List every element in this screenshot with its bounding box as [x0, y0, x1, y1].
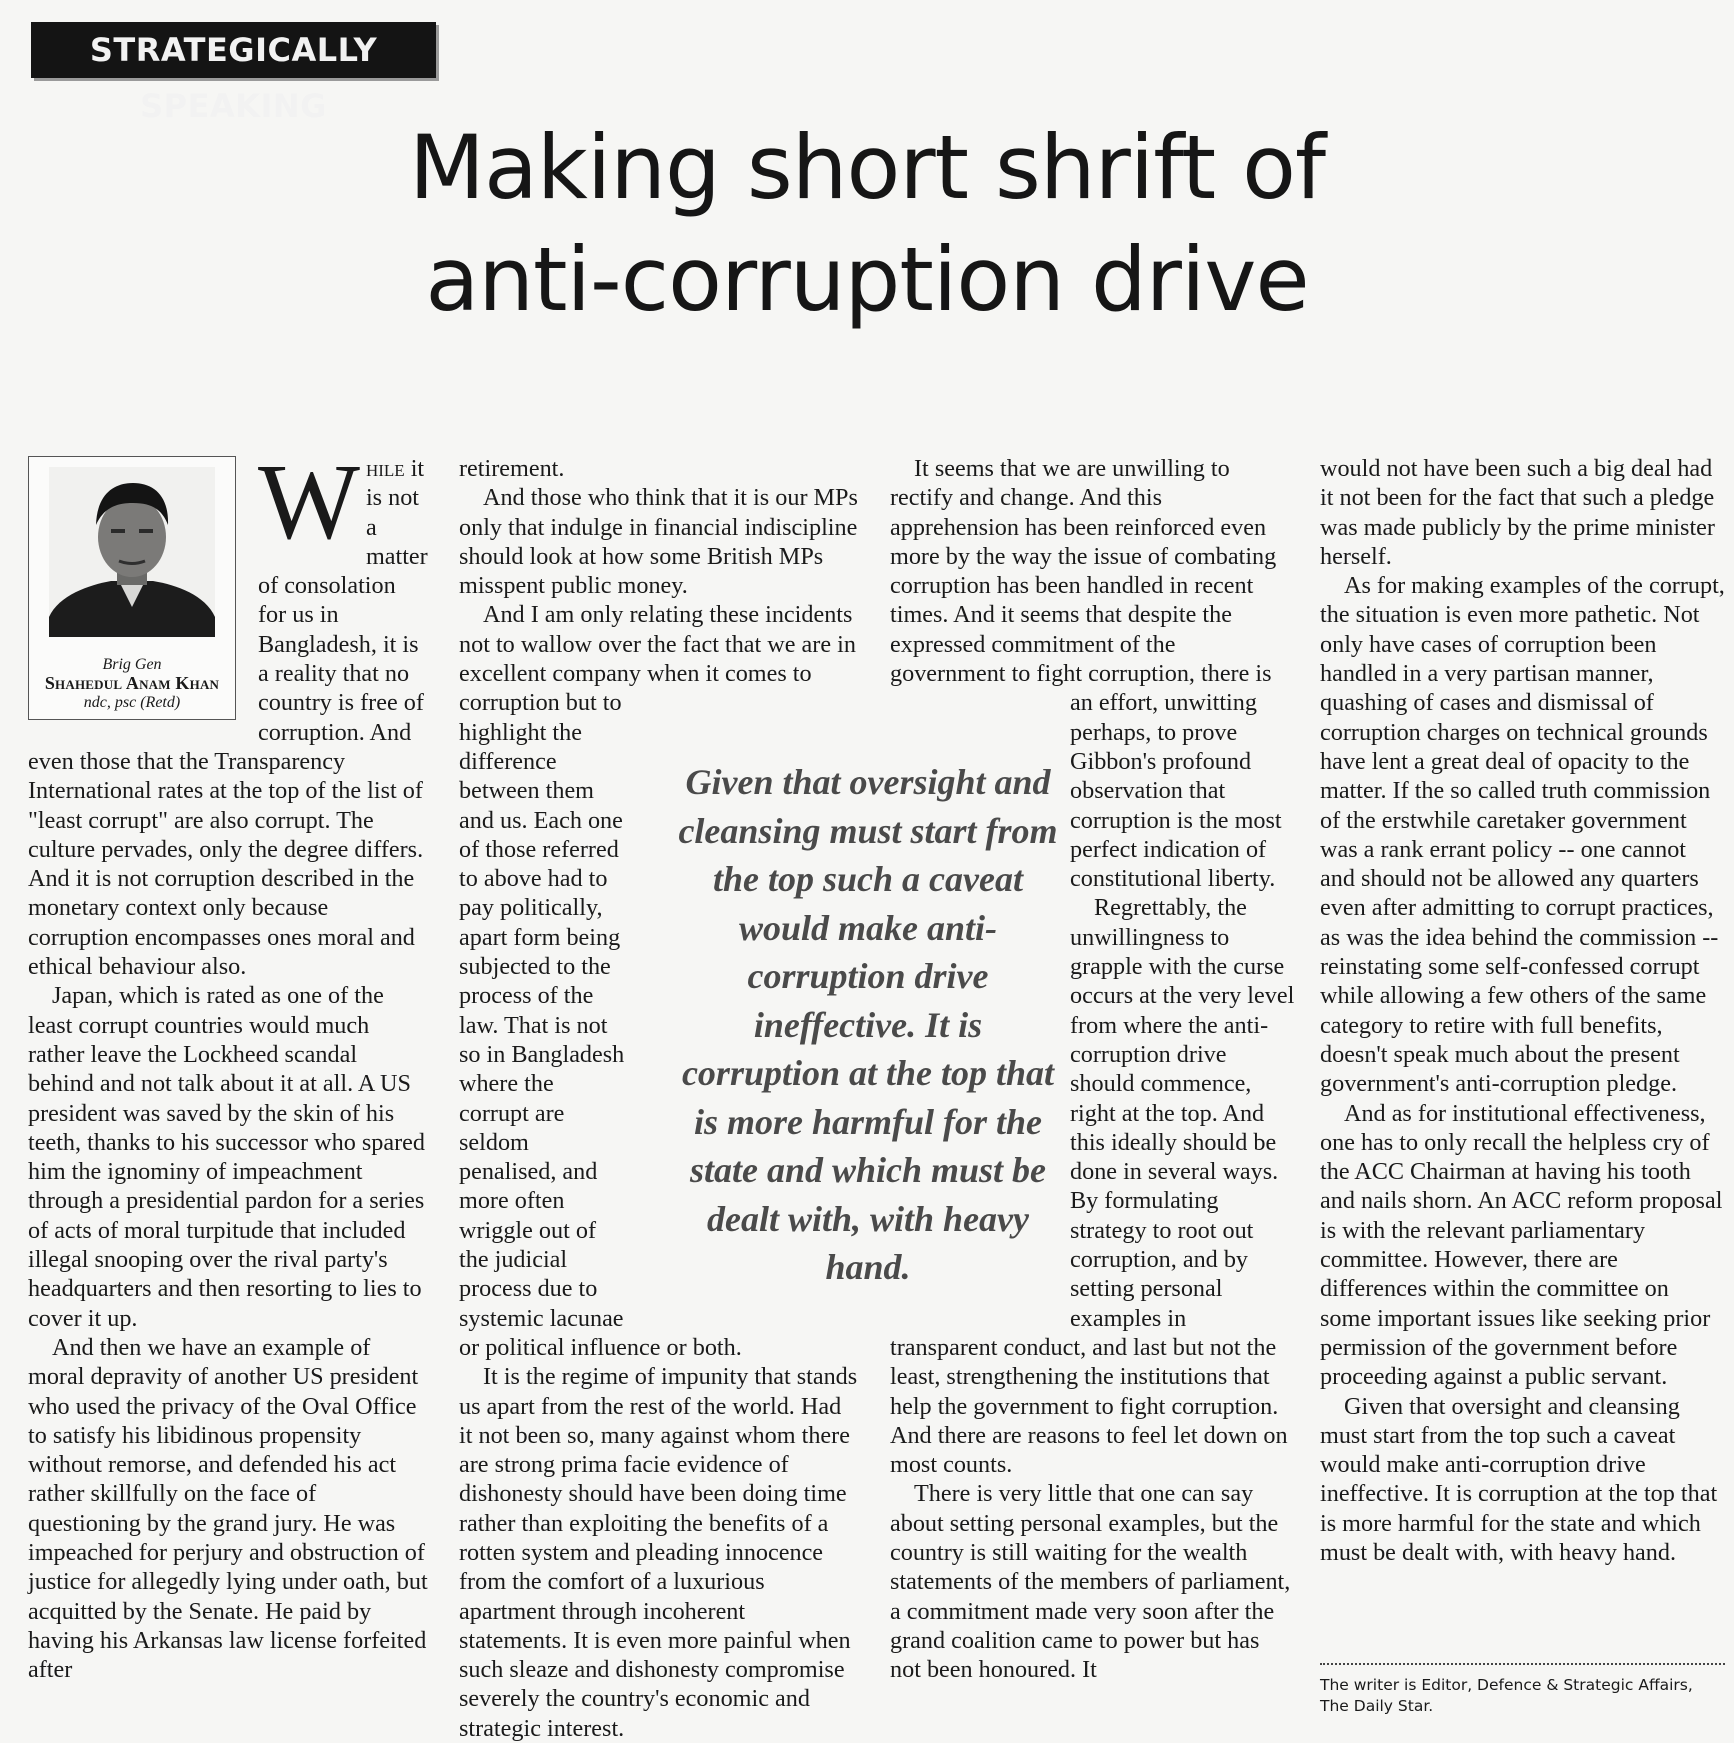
footnote-line-2: The Daily Star.	[1320, 1697, 1434, 1715]
author-rank: Brig Gen	[102, 656, 162, 673]
author-portrait-icon	[49, 467, 215, 637]
article-paragraph: It seems that we are unwilling to rectify and change. And this apprehension has been reinforced even more by the way the issue of combating corruption has been handled in recent times. And it seems that despite the expressed commitment of the government to fight corruption, there is an effort, unwitting perhaps, to prove Gibbon's profound observation that corruption is the most perfect indication of constitutional liberty.	[890, 455, 1282, 893]
lead-words: hile	[365, 455, 405, 482]
author-name: Shahedul Anam Khan	[44, 673, 220, 693]
pull-quote: Given that oversight and cleansing must start from the top such a caveat would make anti-corruption drive ineffective. It is corruption at the top that is more harmful for the state and which must be dealt with, with heavy hand.	[678, 762, 1058, 1287]
article-paragraph: Regrettably, the unwillingness to grapple with the curse occurs at the very level from where the anti-corruption drive should commence, right at the top. And this ideally should be done in several ways. By formulating strategy to root out corruption, and by setting personal examples in transparent conduct, and last but not the least, strengthening the institutions that help the government to fight corruption. And there are reasons to feel let down on most counts.	[890, 894, 1295, 1479]
drop-cap: W	[258, 443, 360, 562]
author-box	[28, 456, 236, 720]
article-paragraph: retirement.	[459, 455, 565, 482]
author-photo	[49, 467, 215, 637]
article-paragraph: And as for institutional effectiveness, one has to only recall the helpless cry of the ACC Chairman at having his tooth and nails shorn. An ACC reform proposal is with the relevant parliamentary committee. However, there are differences within the committee on some important issues like seeking prior permission of the government before proceeding against a public servant.	[1320, 1099, 1723, 1391]
headline-line-2: anti-corruption drive	[425, 228, 1309, 331]
dotted-rule	[1320, 1663, 1725, 1665]
footnote-line-1: The writer is Editor, Defence & Strategic Affairs,	[1320, 1676, 1693, 1694]
headline	[0, 112, 1734, 336]
author-footnote	[1320, 1675, 1725, 1717]
article-paragraph: Given that oversight and cleansing must start from the top such a caveat would make anti-corruption drive ineffective. It is corruption at the top that is more harmful for the state and which must be dealt with, with heavy hand.	[1320, 1392, 1718, 1566]
article-paragraph: And then we have an example of moral depravity of another US president who used the privacy of the Oval Office to satisfy his libidinous propensity without remorse, and defended his act rather skillfully on the face of questioning by the grand jury. He was impeached for perjury and obstruction of justice for allegedly lying under oath, but acquitted by the Senate. He paid by having his Arkansas law license forfeited after	[28, 1333, 428, 1684]
article-column-4	[1320, 454, 1725, 1654]
paragraph-text: it is not a matter of consolation for us in Bangladesh, it is a reality that no country is free of corruption. And even those that the Transparency International rates at the top of the list of "least corrupt" are also corrupt. The culture pervades, only the degree differs. And it is not corruption described in the monetary context only because corruption encompasses ones moral and ethical behaviour also.	[28, 455, 428, 981]
article-paragraph: It is the regime of impunity that stands us apart from the rest of the world. Had it not been so, many against whom there are strong prima facie evidence of dishonesty should have been doing time rather than exploiting the benefits of a rotten system and pleading innocence from the comfort of a luxurious apartment through incoherent statements. It is even more painful when such sleaze and dishonesty compromise severely the country's economic and strategic interest.	[459, 1363, 858, 1742]
author-byline	[29, 655, 235, 712]
article-paragraph: There is very little that one can say about setting personal examples, but the country is still waiting for the wealth statements of the members of parliament, a commitment made very soon after the grand coalition came to power but has not been honoured. It	[890, 1480, 1291, 1684]
headline-line-1: Making short shrift of	[409, 116, 1325, 219]
article-paragraph: As for making examples of the corrupt, the situation is even more pathetic. Not only have cases of corruption been handled in a very partisan manner, quashing of cases and dismissal of corruption charges on technical grounds have lent a great deal of opacity to the matter. If the so called truth commission of the erstwhile caretaker government was a rank errant policy -- one cannot and should not be allowed any quarters even after admitting to corrupt practices, as was the idea behind the commission -- reinstating some self-confessed corrupt while allowing a few others of the same category to retire with full benefits, doesn't speak much about the present government's anti-corruption pledge.	[1320, 572, 1725, 1098]
article-paragraph: And those who think that it is our MPs only that indulge in financial indiscipline should look at how some British MPs misspent public money.	[459, 484, 858, 600]
section-tag: STRATEGICALLY SPEAKING	[31, 22, 436, 78]
article-column-1	[28, 443, 428, 1726]
article-paragraph: Japan, which is rated as one of the least corrupt countries would much rather leave the Lockheed scandal behind and not talk about it at all. A US president was saved by the skin of his teeth, thanks to his successor who spared him the ignominy of impeachment through a presidential pardon for a series of acts of moral turpitude that included illegal snooping over the rival party's headquarters and then resorting to lies to cover it up.	[28, 982, 425, 1332]
article-paragraph: And I am only relating these incidents not to wallow over the fact that we are in excellent company when it comes to corruption but to highlight the difference between them and us. Each one of those referred to above had to pay politically, apart form being subjected to the process of the law. That is not so in Bangladesh where the corrupt are seldom penalised, and more often wriggle out of the judicial process due to systemic lacunae or political influence or both.	[459, 601, 856, 1361]
article-paragraph: would not have been such a big deal had it not been for the fact that such a pledge was made publicly by the prime minister herself.	[1320, 455, 1715, 570]
author-credentials: ndc, psc (Retd)	[83, 694, 181, 711]
